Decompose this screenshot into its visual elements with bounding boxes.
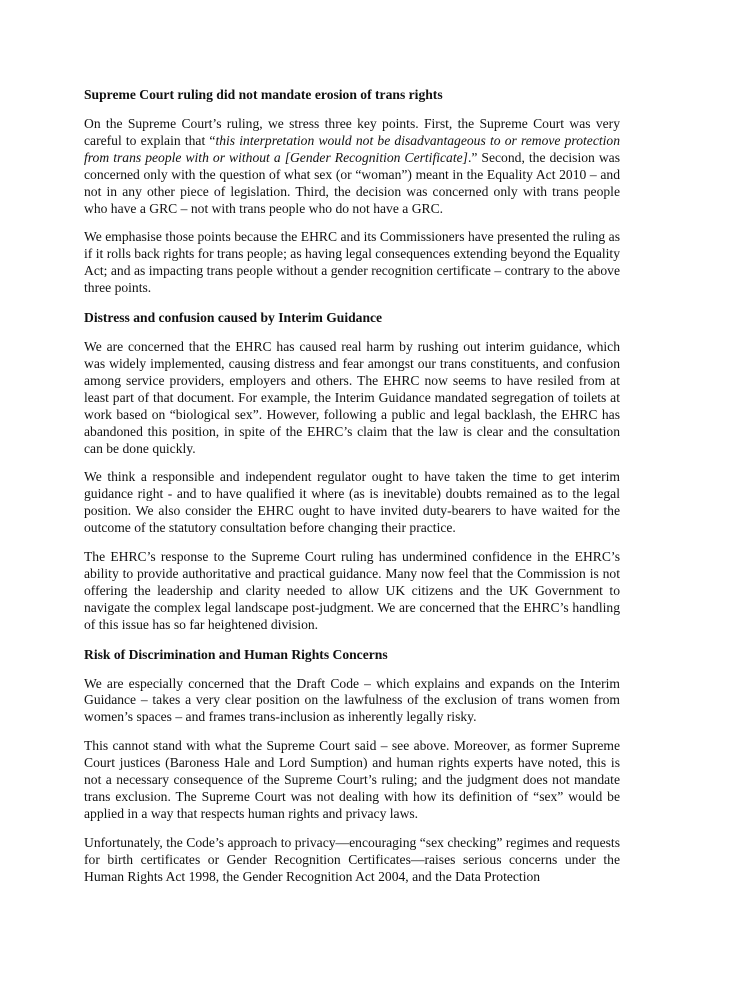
section-heading: Supreme Court ruling did not mandate erosion of trans rights: [84, 87, 443, 102]
paragraph: This cannot stand with what the Supreme Court said – see above. Moreover, as former Supreme Court justices (Baroness Hale and Lord Sumption) and human rights experts have noted, this is not a necessary consequence of the Supreme Court’s ruling; and the judgment does not mandate trans exclusion. The Supreme Court was not dealing with how its definition of “sex” would be applied in a way that respects human rights and privacy laws.: [84, 738, 620, 821]
paragraph: [84, 116, 620, 217]
paragraph: We emphasise those points because the EHRC and its Commissioners have presented the ruling as if it rolls back rights for trans people; as having legal consequences extending beyond the Equality Act; and as impacting trans people without a gender recognition certificate – contrary to the above three points.: [84, 229, 620, 296]
section-supreme-court-ruling: [84, 86, 620, 297]
quotation: this interpretation would not be disadvantageous to or remove protection from trans people with or without a [Gender Recognition Certificate]: [84, 132, 621, 165]
section-heading: Risk of Discrimination and Human Rights Concerns: [84, 646, 388, 662]
section-interim-guidance: [84, 309, 620, 634]
paragraph: We think a responsible and independent regulator ought to have taken the time to get interim guidance right - and to have qualified it where (as is inevitable) doubts remained as to the legal position. We also consider the EHRC ought to have invited duty-bearers to have waited for the outcome of the statutory consultation before changing their practice.: [84, 469, 620, 536]
paragraph: The EHRC’s response to the Supreme Court ruling has undermined confidence in the EHRC’s ability to provide authoritative and practical guidance. Many now feel that the Commission is not offering the leadership and clarity needed to allow UK citizens and the UK Government to navigate the complex legal landscape post-judgment. We are concerned that the EHRC’s handling of this issue has so far heightened division.: [84, 549, 620, 632]
section-discrimination-risk: [84, 646, 620, 886]
paragraph: Unfortunately, the Code’s approach to privacy—encouraging “sex checking” regimes and requests for birth certificates or Gender Recognition Certificates—raises serious concerns under the Human Rights Act 1998, the Gender Recognition Act 2004, and the Data Protection: [84, 834, 620, 884]
paragraph-text: On the Supreme Court’s ruling, we stress three key points. First, the Supreme Court was very careful to explain that “: [84, 116, 620, 148]
section-heading: Distress and confusion caused by Interim Guidance: [84, 310, 383, 326]
paragraph-text: .” Second, the decision was concerned only with the question of what sex (or “woman”) meant in the Equality Act 2010 – and not in any other piece of legislation. Third, the decision was concerned only with trans people who have a GRC – not with trans people who do not have a GRC.: [84, 149, 620, 216]
paragraph: We are concerned that the EHRC has caused real harm by rushing out interim guidance, which was widely implemented, causing distress and fear amongst our trans constituents, and confusion among service providers, employers and others. The EHRC now seems to have resiled from at least part of that document. For example, the Interim Guidance mandated segregation of toilets at work based on “biological sex”. However, following a public and legal backlash, the EHRC has abandoned this position, in spite of the EHRC’s claim that the law is clear and the consultation can be done quickly.: [84, 339, 620, 456]
paragraph: We are especially concerned that the Draft Code – which explains and expands on the Interim Guidance – takes a very clear position on the lawfulness of the exclusion of trans women from women’s spaces – and frames trans-inclusion as inherently legally risky.: [84, 675, 620, 725]
